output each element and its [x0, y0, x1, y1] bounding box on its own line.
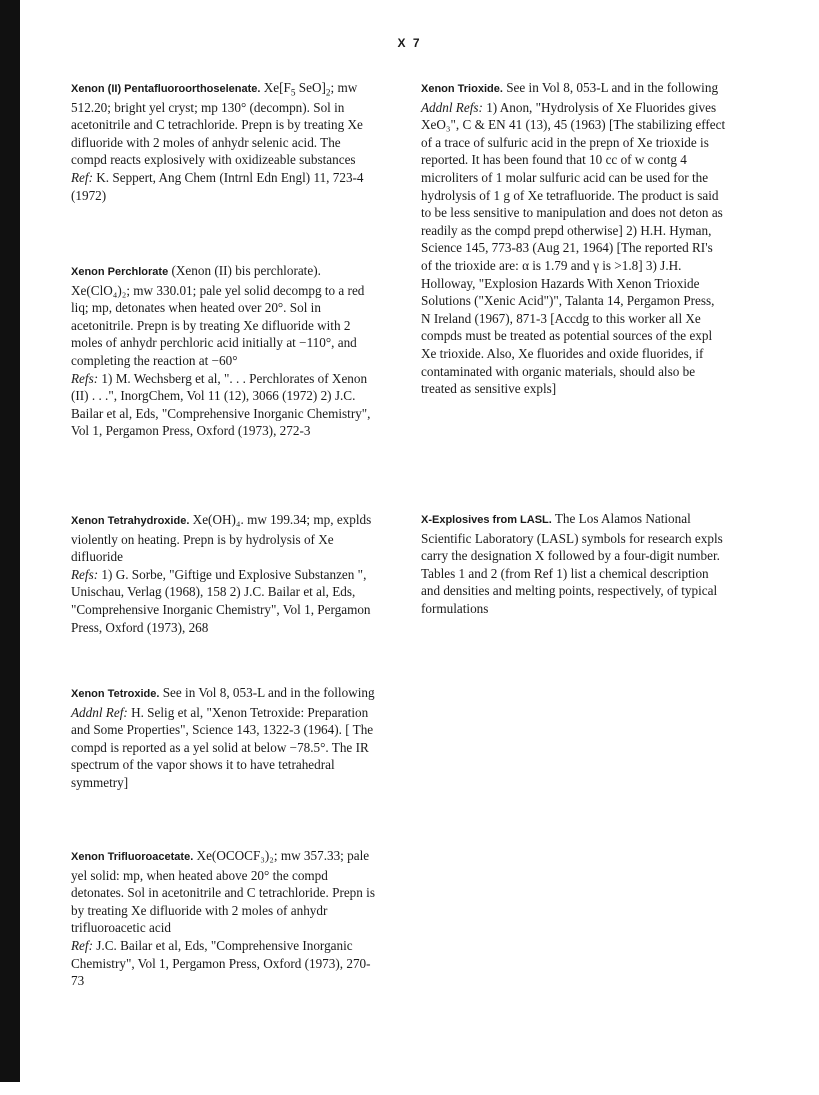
- entry-xenon-trioxide: [421, 79, 726, 398]
- entry-reference: [71, 370, 376, 440]
- entry-xenon-pentafluoroorthoselenate: [71, 79, 376, 204]
- ref-label: Refs:: [71, 566, 99, 582]
- entry-body-italic: Addnl Ref:: [71, 704, 128, 720]
- entry-body: (Xenon (II) bis perchlorate). Xe(ClO₄)₂; mw 330.01; pale yel solid decompg to a red liq; mp, detonates when heated over 20°. Sol in acetonitrile. Prepn is by treating Xe difluoride with 2 moles of anhydr perchloric acid initially at −110°, and completing the reaction at −60°: [71, 263, 365, 368]
- entry-title: Xenon Perchlorate: [71, 266, 169, 278]
- entry-title: Xenon Tetroxide.: [71, 688, 160, 700]
- entry-body: H. Selig et al, "Xenon Tetroxide: Preparation and Some Properties", Science 143, 1322-3 (1964). [ The compd is reported as a yel solid at below −78.5°. The IR spectrum of the vapor shows it to have tetrahedral symmetry]: [71, 704, 374, 790]
- ref-text: 1) G. Sorbe, "Giftige und Explosive Substanzen ", Unischau, Verlag (1968), 158 2) J.C. Bailar et al, Eds, "Comprehensive Inorganic Chemistry", Vol 1, Pergamon Press, Oxford (1973), 268: [71, 566, 371, 635]
- entry-xenon-tetrahydroxide: [71, 511, 376, 636]
- entry-title: Xenon Trioxide.: [421, 83, 503, 95]
- entry-xenon-trifluoroacetate: [71, 847, 376, 990]
- entry-title: Xenon (II) Pentafluoroorthoselenate.: [71, 83, 261, 95]
- page-header: X 7: [397, 36, 422, 50]
- entry-xenon-tetroxide: [71, 684, 376, 792]
- ref-text: J.C. Bailar et al, Eds, "Comprehensive Inorganic Chemistry", Vol 1, Pergamon Press, Oxford (1973), 270-73: [71, 937, 371, 989]
- formula-part: SeO]: [298, 80, 326, 95]
- entry-xenon-perchlorate: [71, 262, 376, 440]
- formula-subscript: 2: [325, 87, 331, 98]
- entry-body: See in Vol 8, 053-L and in the following: [159, 685, 375, 700]
- entry-reference: [71, 169, 376, 204]
- formula-part: Xe[F: [263, 80, 291, 95]
- entry-body: 1) Anon, "Hydrolysis of Xe Fluorides gives XeO₃", C & EN 41 (13), 45 (1963) [The stabilizing effect of a trace of sulfuric acid in the prepn of Xe trioxide is reported. It has been found that 10 cc of w contg 4 microliters of 1 molar sulfuric acid can be used for the hydrolysis of 1 g of Xe tetrafluoride. The product is said to be less sensitive to manipulation and does not deton as readily as the compd prepd otherwise] 2) H.H. Hyman, Science 145, 773-83 (Aug 21, 1964) [The reported RI's of the trioxide are: α is 1.79 and γ is >1.8] 3) J.H. Holloway, "Explosion Hazards With Xenon Trioxide Solutions ("Xenic Acid")", Talanta 14, Pergamon Press, N Ireland (1967), 871-3 [Accdg to this worker all Xe compds must be treated as potential sources of the expl Xe trioxide. Also, Xe fluorides and oxide fluorides, if contaminated with organic materials, should also be treated as sensitive expls]: [421, 99, 726, 397]
- ref-label: Ref:: [71, 169, 93, 185]
- entry-body: Xe(OH)₄. mw 199.34; mp, explds violently on heating. Prepn is by hydrolysis of Xe difluoride: [71, 512, 372, 565]
- ref-label: Ref:: [71, 937, 93, 953]
- entry-x-explosives-lasl: [421, 510, 726, 618]
- entry-body: See in Vol 8, 053-L and in the following: [502, 80, 719, 95]
- entry-body: The Los Alamos National Scientific Laboratory (LASL) symbols for research expls carry the designation X followed by a four-digit number. Tables 1 and 2 (from Ref 1) list a chemical description and densities and melting points, respectively, of typical formulations: [421, 511, 723, 616]
- entry-body: Xe(OCOCF₃)₂; mw 357.33; pale yel solid: mp, when heated above 20° the compd detonates. Sol in acetonitrile and C tetrachloride. Prepn is by treating Xe difluoride with 2 moles of anhydr trifluoroacetic acid: [71, 848, 375, 936]
- formula-subscript: 5: [290, 87, 296, 98]
- ref-text: K. Seppert, Ang Chem (Intrnl Edn Engl) 11, 723-4 (1972): [71, 169, 364, 203]
- entry-body-italic: Addnl Refs:: [421, 99, 483, 115]
- entry-reference: [71, 937, 376, 990]
- entry-title: Xenon Trifluoroacetate.: [71, 851, 194, 863]
- entry-reference: [71, 566, 376, 636]
- entry-title: Xenon Tetrahydroxide.: [71, 515, 190, 527]
- ref-text: 1) M. Wechsberg et al, ". . . Perchlorates of Xenon (II) . . .", InorgChem, Vol 11 (12), 3066 (1972) 2) J.C. Bailar et al, Eds, "Comprehensive Inorganic Chemistry", Vol 1, Pergamon Press, Oxford (1973), 272-3: [71, 370, 371, 439]
- ref-label: Refs:: [71, 370, 99, 386]
- entry-title: X-Explosives from LASL.: [421, 514, 552, 526]
- entry-body: ; mw 512.20; bright yel cryst; mp 130° (decompn). Sol in acetonitrile and C tetrachloride. Prepn is by treating Xe difluoride with 2 moles of anhydr selenic acid. The compd reacts explosively with oxidizeable substances: [71, 80, 363, 168]
- scan-edge-bar: [0, 0, 20, 1082]
